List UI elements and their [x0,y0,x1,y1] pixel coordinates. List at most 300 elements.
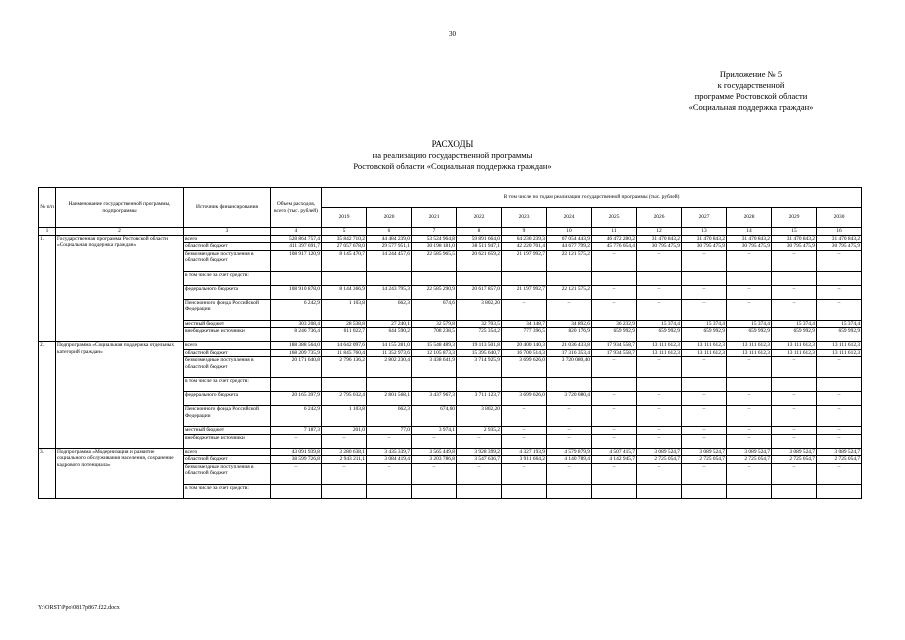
year-value: 644 590,2 [367,328,412,342]
year-value: – [727,406,772,427]
year-value: 674,6 [412,299,457,320]
column-number: 8 [457,228,502,236]
year-value: 36 232,9 [592,320,637,328]
year-value [457,484,502,498]
year-value: 13 111 612,3 [772,349,817,357]
year-value: – [772,357,817,378]
year-value [322,378,367,392]
funding-source: местный бюджет [184,427,271,435]
year-value: 659 992,9 [637,328,682,342]
year-value [772,378,817,392]
year-value: 201,0 [322,427,367,435]
year-value [412,378,457,392]
funding-source: в том числе за счет средств: [184,271,271,285]
year-value: 21 036 433,8 [547,342,592,350]
year-value: 3 974,1 [412,427,457,435]
year-value: 59 891 664,0 [457,235,502,243]
year-value: 34 148,7 [502,320,547,328]
year-value: 659 992,9 [727,328,772,342]
year-value: 611 022,7 [322,328,367,342]
year-value [727,484,772,498]
column-number: 16 [817,228,862,236]
year-value [592,271,637,285]
funding-source: областной бюджет [184,243,271,251]
year-value [682,378,727,392]
year-value: 2 725 054,7 [727,456,772,464]
year-value: 662,3 [367,299,412,320]
year-value: 30 795 475,9 [727,243,772,251]
total-value: 20 165 397,9 [271,392,322,406]
year-value: 31 470 843,2 [637,235,682,243]
row-number: 2. [39,342,56,449]
year-value: – [772,463,817,484]
year-value: – [412,463,457,484]
year-value: – [637,427,682,435]
year-value: 22 585 290,9 [412,285,457,299]
year-value [412,271,457,285]
year-value: 659 992,9 [682,328,727,342]
year-value: 30 198 181,0 [412,243,457,251]
year-value: 2 943 211,1 [322,456,367,464]
table-row [39,448,862,456]
funding-source: в том числе за счет средств: [184,484,271,498]
column-number: 5 [322,228,367,236]
year-value: – [592,285,637,299]
year-value: 64 230 239,3 [502,235,547,243]
year-value: 4 579 879,9 [547,448,592,456]
year-value: 659 992,9 [772,328,817,342]
year-value: – [817,427,862,435]
year-value: 2 725 054,7 [682,456,727,464]
year-value: – [727,463,772,484]
header-year: 2025 [592,208,637,228]
appendix-line: Приложение № 5 [719,69,783,79]
year-value [502,484,547,498]
year-value: 3 911 664,2 [502,456,547,464]
funding-source: Пенсионного фонда Российской Федерации [184,406,271,427]
year-value: 3 699 626,0 [502,392,547,406]
header-year: 2020 [367,208,412,228]
column-number: 15 [772,228,817,236]
year-value [412,484,457,498]
year-value: – [817,434,862,448]
year-value: 3 435 339,7 [367,448,412,456]
year-value: 30 795 475,9 [637,243,682,251]
year-value: – [637,285,682,299]
funding-source: федерального бюджета [184,392,271,406]
year-value: – [367,463,412,484]
year-value: – [637,299,682,320]
year-value: 3 802,20 [457,299,502,320]
year-value: 45 776 054,4 [592,243,637,251]
year-value: – [727,285,772,299]
expenses-table [38,187,862,499]
total-value: 8 246 736,4 [271,328,322,342]
total-value: 7 187,3 [271,427,322,435]
total-value: 20 171 640,8 [271,357,322,378]
year-value: – [682,406,727,427]
year-value: – [592,357,637,378]
year-value: 3 089 524,7 [637,448,682,456]
funding-source: областной бюджет [184,456,271,464]
column-number: 11 [592,228,637,236]
total-value: 188 388 564,0 [271,342,322,350]
header-years-caption: В том числе по годам реализации государственной программы (тыс. рублей) [322,188,862,208]
year-value: 2 725 054,7 [637,456,682,464]
year-value: 3 089 524,7 [682,448,727,456]
year-value: 674,60 [412,406,457,427]
header-num: № п/п [39,188,56,228]
year-value [772,271,817,285]
year-value: – [772,250,817,271]
year-value: 14 243 795,3 [367,285,412,299]
total-value: 6 242,9 [271,406,322,427]
year-value: – [547,406,592,427]
year-value: – [772,392,817,406]
year-value: – [637,357,682,378]
year-value [502,271,547,285]
year-value: 3 084 419,4 [367,456,412,464]
year-value: 13 111 612,3 [727,342,772,350]
year-value: – [682,434,727,448]
year-value [817,271,862,285]
year-value: 3 565 449,8 [412,448,457,456]
year-value [457,271,502,285]
year-value: 31 470 843,2 [817,235,862,243]
year-value: 13 111 612,3 [682,349,727,357]
year-value: – [682,463,727,484]
year-value [367,271,412,285]
year-value: – [772,434,817,448]
year-value: – [682,427,727,435]
year-value: 27 240,1 [367,320,412,328]
year-value: – [682,250,727,271]
column-number: 6 [367,228,412,236]
year-value: 13 111 612,3 [817,342,862,350]
funding-source: местный бюджет [184,320,271,328]
year-value: – [502,434,547,448]
year-value [727,271,772,285]
column-number: 12 [637,228,682,236]
year-value: – [322,463,367,484]
year-value: 17 934 558,7 [592,349,637,357]
year-value: 13 111 612,3 [772,342,817,350]
year-value: 4 327 193,9 [502,448,547,456]
year-value: 34 892,6 [547,320,592,328]
year-value: – [817,463,862,484]
year-value: 12 105 873,3 [412,349,457,357]
appendix-header [641,69,861,113]
year-value: 13 111 612,3 [637,349,682,357]
year-value: – [367,434,412,448]
year-value: 67 054 443,9 [547,235,592,243]
title-line: Ростовской области «Социальная поддержка граждан» [353,161,552,171]
year-value: – [817,406,862,427]
year-value [682,271,727,285]
year-value [772,484,817,498]
year-value: 14 244 457,6 [367,250,412,271]
year-value: – [817,392,862,406]
year-value: – [772,427,817,435]
year-value: – [637,406,682,427]
total-value [271,271,322,285]
year-value: 17 934 558,7 [592,342,637,350]
year-value: – [637,463,682,484]
funding-source: внебюджетные источники [184,328,271,342]
total-value: 168 209 735,9 [271,349,322,357]
year-value [322,484,367,498]
row-number: 1. [39,235,56,342]
funding-source: безвозмездные поступления в областной бюджет [184,357,271,378]
year-value: 659 992,9 [817,328,862,342]
year-value: 11 845 760,4 [322,349,367,357]
year-value: – [502,427,547,435]
year-value: 3 802,20 [457,406,502,427]
year-value: – [682,285,727,299]
year-value: 3 928 399,2 [457,448,502,456]
header-year: 2019 [322,208,367,228]
year-value: – [637,250,682,271]
year-value: – [502,406,547,427]
year-value: – [817,357,862,378]
year-value: 15 374,4 [817,320,862,328]
year-value: – [547,463,592,484]
year-value: 19 113 501,8 [457,342,502,350]
year-value [727,378,772,392]
year-value: 708 238,5 [412,328,457,342]
year-value: 32 703,5 [457,320,502,328]
year-value: 32 579,8 [412,320,457,328]
year-value: 13 111 612,3 [682,342,727,350]
year-value: – [322,434,367,448]
total-value: 108 917 120,9 [271,250,322,271]
year-value: 8 144 366,9 [322,285,367,299]
year-value: 21 197 992,7 [502,250,547,271]
year-value: – [817,250,862,271]
header-name: Наименование государственной программы, подпрограммы [56,188,184,228]
year-value: – [547,434,592,448]
year-value: 659 992,9 [592,328,637,342]
year-value: – [502,299,547,320]
row-number: 3. [39,448,56,498]
year-value [682,484,727,498]
total-value: 303 208,4 [271,320,322,328]
year-value: 13 111 612,3 [637,342,682,350]
header-year: 2023 [502,208,547,228]
year-value: – [727,427,772,435]
header-total: Объем расходов, всего (тыс. рублей) [271,188,322,228]
total-value: – [271,463,322,484]
year-value [367,378,412,392]
year-value: 15 374,4 [772,320,817,328]
year-value: – [502,463,547,484]
year-value: 20 617 857,0 [457,285,502,299]
year-value: 21 197 992,7 [502,285,547,299]
header-year: 2030 [817,208,862,228]
year-value: – [682,357,727,378]
column-number: 4 [271,228,322,236]
total-value: 528 864 757,4 [271,235,322,243]
document-title [0,139,905,172]
year-value: – [772,285,817,299]
year-value: 2 725 054,7 [772,456,817,464]
year-value: 15 548 489,3 [412,342,457,350]
year-value: 2 802 230,4 [367,357,412,378]
year-value: 15 374,4 [637,320,682,328]
year-value: 44 677 799,2 [547,243,592,251]
year-value: 14 642 097,6 [322,342,367,350]
funding-source: областной бюджет [184,349,271,357]
year-value: – [592,463,637,484]
year-value: 11 352 973,6 [367,349,412,357]
year-value: 42 220 701,4 [502,243,547,251]
column-number: 10 [547,228,592,236]
header-year: 2028 [727,208,772,228]
year-value: 30 795 475,9 [682,243,727,251]
year-value: – [412,434,457,448]
year-value: 820 176,9 [547,328,592,342]
year-value: 15 395 640,7 [457,349,502,357]
year-value: 3 547 636,7 [457,456,502,464]
total-value: 38 599 726,8 [271,456,322,464]
year-value: 15 374,4 [727,320,772,328]
year-value: 20 400 140,3 [502,342,547,350]
total-value [271,378,322,392]
funding-source: всего [184,448,271,456]
total-value: 6 242,9 [271,299,322,320]
header-year: 2026 [637,208,682,228]
year-value: 77,0 [367,427,412,435]
year-value: 20 621 659,2 [457,250,502,271]
appendix-line: «Социальная поддержка граждан» [688,102,814,112]
year-value [547,378,592,392]
table-row [39,342,862,350]
year-value: 13 111 612,3 [727,349,772,357]
funding-source: в том числе за счет средств: [184,378,271,392]
year-value: 53 524 964,8 [412,235,457,243]
year-value: 30 795 475,9 [817,243,862,251]
year-value: 22 585 965,5 [412,250,457,271]
year-value: – [457,434,502,448]
column-number: 2 [56,228,184,236]
year-value: – [592,392,637,406]
title-main: РАСХОДЫ [431,139,474,149]
year-value: 3 089 524,7 [772,448,817,456]
year-value: 29 577 951,1 [367,243,412,251]
year-value: 3 437 967,3 [412,392,457,406]
header-year: 2029 [772,208,817,228]
year-value: 777 396,5 [502,328,547,342]
year-value: – [727,357,772,378]
year-value: 15 374,4 [682,320,727,328]
header-year: 2022 [457,208,502,228]
year-value: 16 700 514,3 [502,349,547,357]
year-value: 17 316 353,4 [547,349,592,357]
year-value: 8 145 470,7 [322,250,367,271]
year-value: – [727,250,772,271]
file-path-footer: Y:\ORST\Ppo\0817p867.f22.docx [38,605,120,611]
year-value: 13 111 612,3 [817,349,862,357]
header-year: 2024 [547,208,592,228]
year-value: – [817,285,862,299]
header-source: Источник финансирования [184,188,271,228]
header-year: 2027 [682,208,727,228]
program-name: Подпрограмма «Модернизация и развитие социального обслуживания населения, сохранение кадрового потенциала» [56,448,184,498]
year-value: – [592,250,637,271]
year-value: 3 438 641,9 [412,357,457,378]
year-value: 3 714 925,9 [457,357,502,378]
year-value: 31 470 843,2 [682,235,727,243]
year-value: 22 121 575,2 [547,285,592,299]
year-value [502,378,547,392]
year-value: 27 057 678,0 [322,243,367,251]
year-value: 662,3 [367,406,412,427]
year-value: 28 538,8 [322,320,367,328]
funding-source: внебюджетные источники [184,434,271,448]
appendix-line: к государственной [717,80,785,90]
year-value: 2 801 568,1 [367,392,412,406]
total-value: 411 397 691,7 [271,243,322,251]
title-line: на реализацию государственной программы [372,150,533,160]
year-value: 31 470 843,2 [772,235,817,243]
table-row [39,235,862,243]
appendix-line: программе Ростовской области [694,91,808,101]
year-value: – [592,299,637,320]
year-value: – [637,392,682,406]
year-value: 30 795 475,9 [772,243,817,251]
year-value: 4 142 945,7 [592,456,637,464]
year-value: – [727,299,772,320]
year-value: 3 089 524,7 [817,448,862,456]
column-number: 3 [184,228,271,236]
year-value: 3 720 080,4 [547,392,592,406]
year-value [637,271,682,285]
year-value: 2 795 032,4 [322,392,367,406]
year-value: 35 842 710,2 [322,235,367,243]
funding-source: всего [184,342,271,350]
year-value: – [457,463,502,484]
column-number: 14 [727,228,772,236]
header-year: 2021 [412,208,457,228]
column-number: 13 [682,228,727,236]
program-name: Подпрограмма «Социальная поддержка отдельных категорий граждан» [56,342,184,449]
year-value [547,484,592,498]
year-value: 22 121 575,2 [547,250,592,271]
year-value: – [547,427,592,435]
total-value: 108 910 878,0 [271,285,322,299]
year-value: 2 796 136,2 [322,357,367,378]
year-value: – [772,406,817,427]
year-value: 3 720 080,40 [547,357,592,378]
year-value [817,378,862,392]
funding-source: безвозмездные поступления в областной бюджет [184,463,271,484]
year-value: – [682,299,727,320]
year-value: 14 155 281,0 [367,342,412,350]
total-value: 43 091 939,8 [271,448,322,456]
year-value: 3 203 786,8 [412,456,457,464]
year-value: 44 484 239,0 [367,235,412,243]
year-value [592,484,637,498]
column-number: 1 [39,228,56,236]
year-value [637,484,682,498]
year-value: 31 470 843,2 [727,235,772,243]
total-value: – [271,434,322,448]
year-value: – [592,406,637,427]
year-value [637,378,682,392]
year-value: 3 280 638,1 [322,448,367,456]
year-value [817,484,862,498]
year-value: 2 725 054,7 [817,456,862,464]
